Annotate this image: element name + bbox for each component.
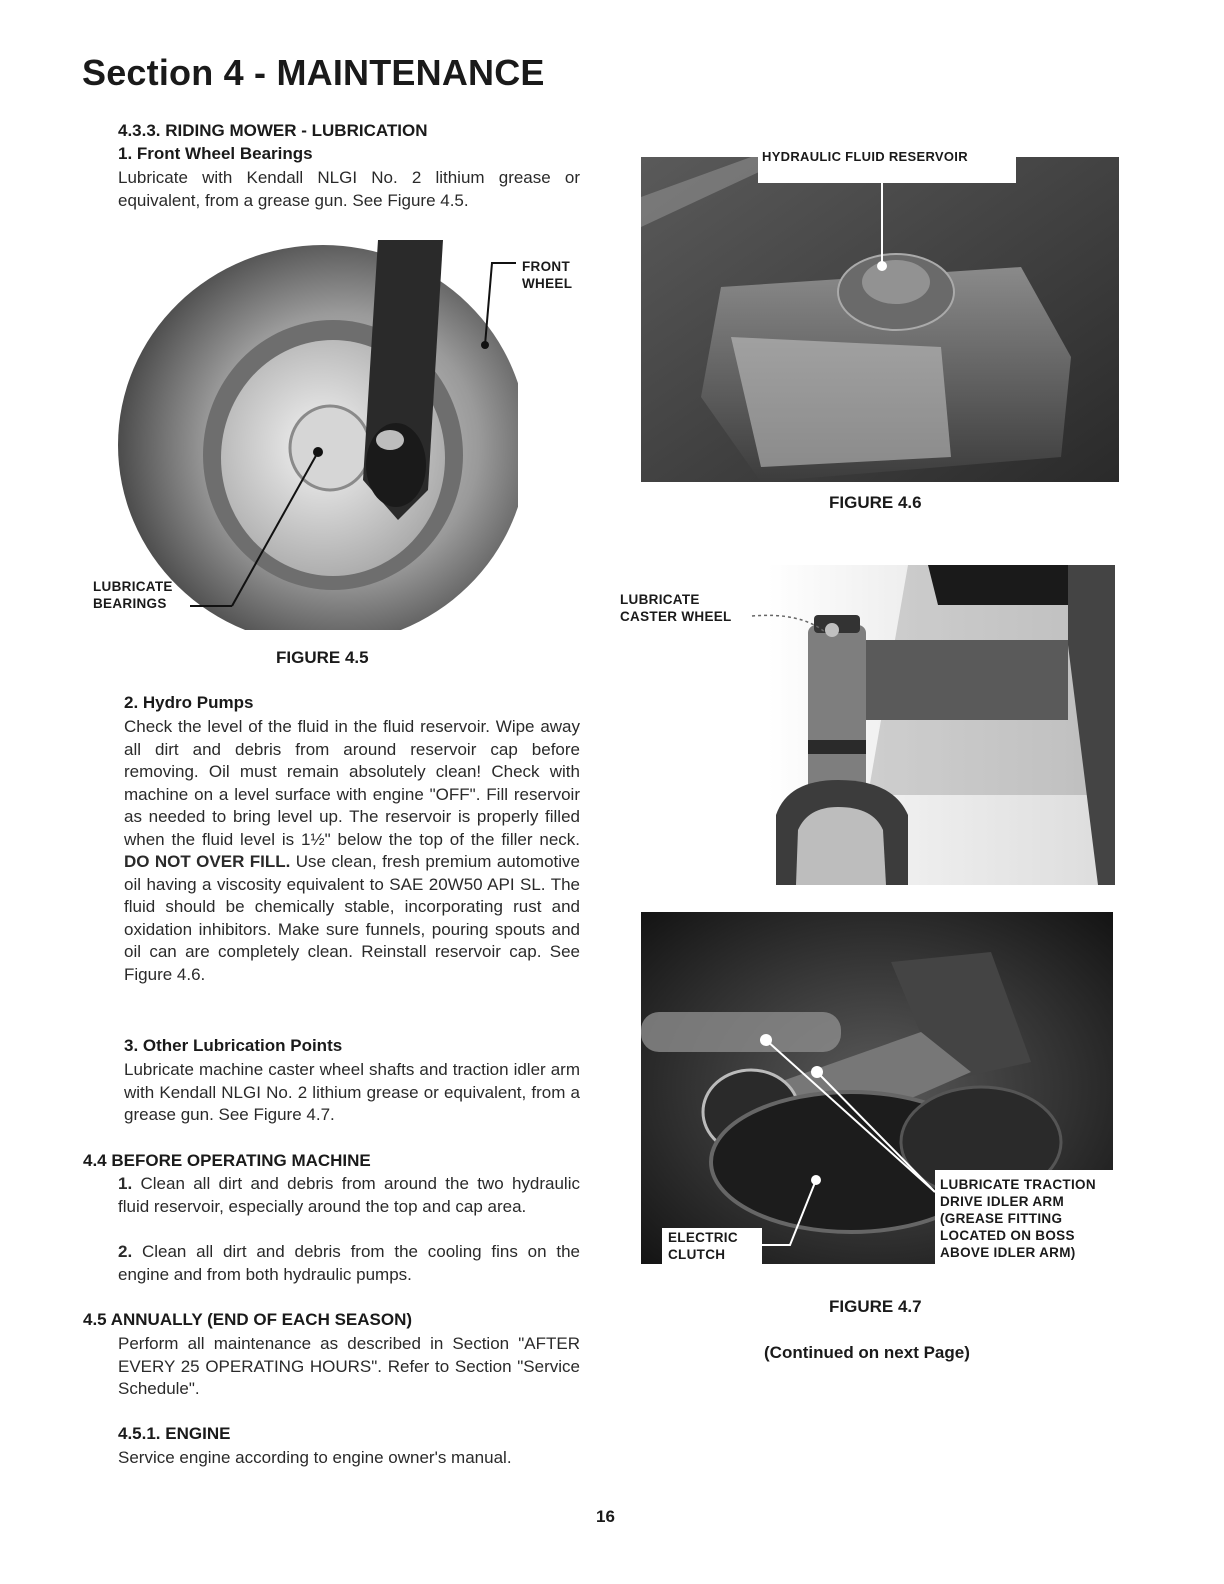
item2-text: Check the level of the fluid in the fluid reservoir. Wipe away all dirt and debris from around reservoir cap before removing. Oil must remain absolutely clean! Check with machine on a level surface with engine "OFF". Fill reservoir as needed to bring level up. The reservoir is properly filled when the fluid level is 1½" below the top of the filler neck. DO NOT OVER FILL. Use clean, fresh premium automotive oil having a viscosity equivalent to SAE 20W50 API SL. The fluid should be chemically stable, incorporating rust and oxidation inhibitors. Make sure funnels, pouring spouts and oil can are completely clean. Reinstall reservoir cap. See Figure 4.6. [124,717,580,984]
label-front: FRONT WHEEL [522,259,573,291]
s451-text: Service engine according to engine owner's manual. [118,1448,512,1467]
item3-text: Lubricate machine caster wheel shafts and traction idler arm with Kendall NLGI No. 2 lithium grease or equivalent, from a grease gun. See Figure 4.7. [124,1060,580,1124]
continued-note: (Continued on next Page) [764,1343,970,1362]
label-lubricate-caster: LUBRICATE CASTER WHEEL [620,592,732,624]
page-number: 16 [596,1507,615,1526]
item1-title: 1. Front Wheel Bearings [118,144,313,163]
heading-4-4: 4.4 BEFORE OPERATING MACHINE [83,1151,371,1170]
heading-4-5: 4.5 ANNUALLY (END OF EACH SEASON) [83,1310,413,1329]
heading-4-5-1: 4.5.1. ENGINE [118,1424,231,1443]
label-lubricate-traction: LUBRICATE TRACTION DRIVE IDLER ARM (GREASE FITTING LOCATED ON BOSS ABOVE IDLER ARM) [940,1177,1096,1260]
item2-title: 2. Hydro Pumps [124,693,254,712]
item3-title: 3. Other Lubrication Points [124,1036,343,1055]
page-title: Section 4 - MAINTENANCE [82,52,545,93]
label-electric-clutch: ELECTRIC CLUTCH [668,1230,738,1262]
figure-4-7-caption: FIGURE 4.7 [829,1297,922,1316]
figure-4-5-caption: FIGURE 4.5 [276,648,369,667]
s45-text: Perform all maintenance as described in Section "AFTER EVERY 25 OPERATING HOURS". Refer to Section "Service Schedule". [118,1334,580,1398]
s44-paragraph-2: 2. Clean all dirt and debris from the cooling fins on the engine and from both hydraulic pumps. [118,1242,580,1284]
s44-paragraph-1: 1. Clean all dirt and debris from around the two hydraulic fluid reservoir, especially around the top and cap area. [118,1174,580,1216]
figure-4-6-caption: FIGURE 4.6 [829,493,922,512]
do-not-overfill: DO NOT OVER FILL. [124,852,291,871]
item1-text: Lubricate with Kendall NLGI No. 2 lithium grease or equivalent, from a grease gun. See Figure 4.5. [118,168,580,210]
heading-4-3-3: 4.3.3. RIDING MOWER - LUBRICATION [118,121,428,140]
label-hydraulic-reservoir: HYDRAULIC FLUID RESERVOIR [762,149,968,164]
label-lubricate-bearings: LUBRICATE BEARINGS [93,579,173,611]
